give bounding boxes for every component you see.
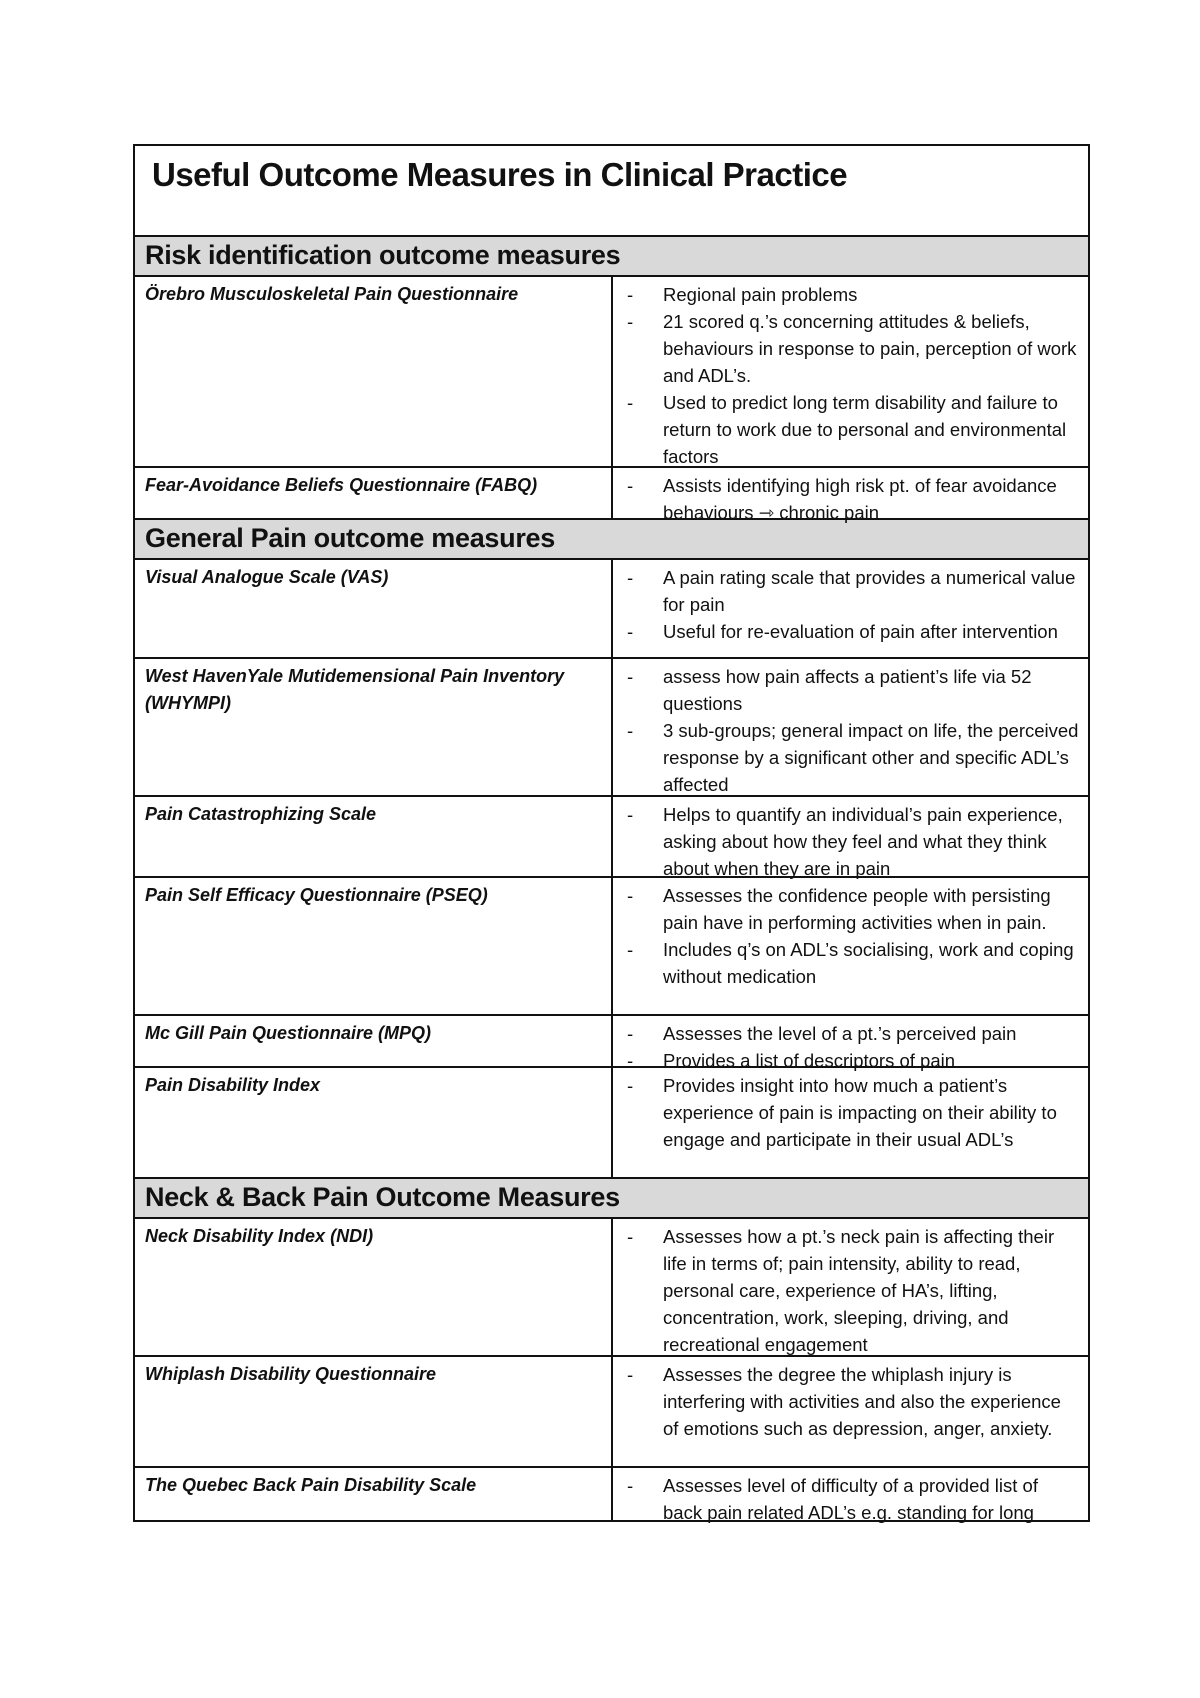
measure-name: Mc Gill Pain Questionnaire (MPQ) xyxy=(135,1016,613,1066)
bullet-item: - 3 sub-groups; general impact on life, the perceived response by a significant other and specific ADL’s affected xyxy=(623,717,1080,798)
bullet-item: - assess how pain affects a patient’s life via 52 questions xyxy=(623,663,1080,717)
bullet-list xyxy=(623,1472,1080,1526)
bullet-list xyxy=(623,882,1080,990)
bullet-list xyxy=(623,1361,1080,1442)
measure-name: Pain Self Efficacy Questionnaire (PSEQ) xyxy=(135,878,613,1014)
bullet-item: - Provides insight into how much a patient’s experience of pain is impacting on their ability to engage and participate in their usual ADL’s xyxy=(623,1072,1080,1153)
measure-description xyxy=(613,1068,1088,1177)
table-body xyxy=(135,237,1088,1523)
bullet-item: - A pain rating scale that provides a numerical value for pain xyxy=(623,564,1080,618)
bullet-list xyxy=(623,472,1080,526)
bullet-list xyxy=(623,1072,1080,1153)
table-row xyxy=(135,560,1088,659)
measure-name: Pain Catastrophizing Scale xyxy=(135,797,613,876)
table-row xyxy=(135,659,1088,797)
title-row xyxy=(135,146,1088,237)
bullet-item: - Includes q’s on ADL’s socialising, work and coping without medication xyxy=(623,936,1080,990)
measure-name: The Quebec Back Pain Disability Scale xyxy=(135,1468,613,1520)
section-heading: Risk identification outcome measures xyxy=(135,237,1088,277)
table-row xyxy=(135,1016,1088,1071)
measure-name: Whiplash Disability Questionnaire xyxy=(135,1357,613,1466)
measure-name: Fear-Avoidance Beliefs Questionnaire (FABQ) xyxy=(135,468,613,518)
section-heading: Neck & Back Pain Outcome Measures xyxy=(135,1179,1088,1219)
outcome-measures-table xyxy=(133,144,1090,1522)
bullet-list xyxy=(623,1223,1080,1358)
measure-name: Pain Disability Index xyxy=(135,1068,613,1177)
measure-description xyxy=(613,659,1088,795)
bullet-list xyxy=(623,564,1080,645)
measure-description xyxy=(613,797,1088,879)
table-row xyxy=(135,878,1088,1016)
table-row xyxy=(135,1357,1088,1468)
bullet-list xyxy=(623,281,1080,470)
table-row xyxy=(135,277,1088,468)
measure-description xyxy=(613,560,1088,657)
measure-name: Örebro Musculoskeletal Pain Questionnaire xyxy=(135,277,613,466)
bullet-item: - Provides a list of descriptors of pain xyxy=(623,1047,1080,1074)
bullet-list xyxy=(623,663,1080,798)
measure-name: Neck Disability Index (NDI) xyxy=(135,1219,613,1355)
measure-description xyxy=(613,878,1088,1014)
measure-description xyxy=(613,1468,1088,1523)
bullet-item: - Useful for re-evaluation of pain after intervention xyxy=(623,618,1080,645)
measure-description xyxy=(613,1219,1088,1355)
bullet-item: - Helps to quantify an individual’s pain experience, asking about how they feel and what they think about when they are in pain xyxy=(623,801,1080,882)
bullet-list xyxy=(623,1020,1080,1074)
page-title: Useful Outcome Measures in Clinical Practice xyxy=(152,156,848,193)
measure-description xyxy=(613,468,1088,523)
table-row xyxy=(135,797,1088,878)
measure-name: Visual Analogue Scale (VAS) xyxy=(135,560,613,657)
bullet-item: - Used to predict long term disability and failure to return to work due to personal and environmental factors xyxy=(623,389,1080,470)
bullet-item: - Assesses how a pt.’s neck pain is affecting their life in terms of; pain intensity, ability to read, personal care, experience of HA’s, lifting, concentration, work, sleeping, driving, and recreational engagement xyxy=(623,1223,1080,1358)
bullet-item: - 21 scored q.’s concerning attitudes & beliefs, behaviours in response to pain, perception of work and ADL’s. xyxy=(623,308,1080,389)
bullet-item: - Regional pain problems xyxy=(623,281,1080,308)
measure-description xyxy=(613,1016,1088,1071)
measure-name: West HavenYale Mutidemensional Pain Inventory (WHYMPI) xyxy=(135,659,613,795)
measure-description xyxy=(613,277,1088,466)
bullet-item: - Assesses the level of a pt.’s perceived pain xyxy=(623,1020,1080,1047)
section-heading: General Pain outcome measures xyxy=(135,520,1088,560)
bullet-item: - Assesses the confidence people with persisting pain have in performing activities when in pain. xyxy=(623,882,1080,936)
bullet-list xyxy=(623,801,1080,882)
table-row xyxy=(135,468,1088,523)
table-row xyxy=(135,1468,1088,1523)
table-row xyxy=(135,1068,1088,1179)
table-row xyxy=(135,1219,1088,1357)
bullet-item: - Assesses the degree the whiplash injury is interfering with activities and also the experience of emotions such as depression, anger, anxiety. xyxy=(623,1361,1080,1442)
measure-description xyxy=(613,1357,1088,1466)
bullet-item: - Assists identifying high risk pt. of fear avoidance behaviours ⇾ chronic pain xyxy=(623,472,1080,526)
bullet-item: - Assesses level of difficulty of a provided list of back pain related ADL’s e.g. standing for long xyxy=(623,1472,1080,1526)
